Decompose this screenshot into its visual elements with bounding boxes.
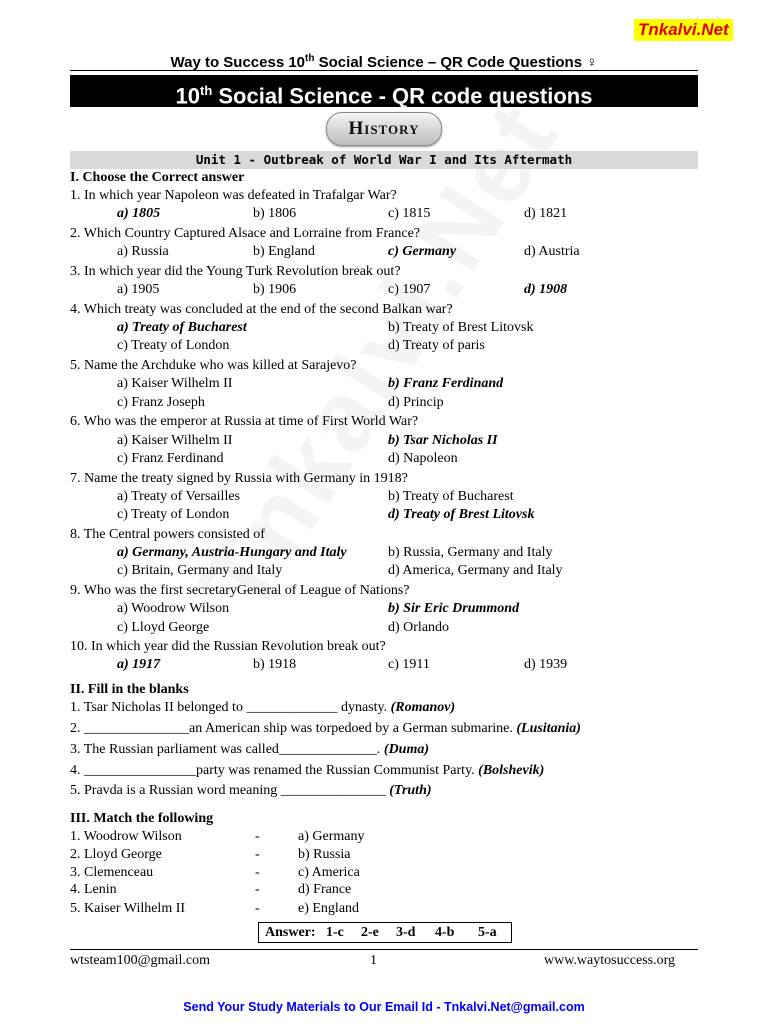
option: c) Britain, Germany and Italy xyxy=(117,563,283,578)
title-post: Social Science - QR code questions xyxy=(212,83,593,109)
option: a) Kaiser Wilhelm II xyxy=(117,433,233,448)
match-left-item: 4. Lenin xyxy=(70,882,117,897)
option-correct: a) 1917 xyxy=(117,657,161,672)
option: d) Princip xyxy=(388,395,444,410)
option: b) Treaty of Bucharest xyxy=(388,489,514,504)
option: d) Austria xyxy=(524,244,580,259)
title-sup: th xyxy=(199,83,213,98)
answer-pair: 3-d xyxy=(396,925,416,940)
option: c) Treaty of London xyxy=(117,507,230,522)
brand-logo: Tnkalvi.Net xyxy=(634,19,733,41)
header-text-post: Social Science – QR Code Questions ♀ xyxy=(314,54,598,71)
option: b) 1906 xyxy=(253,282,297,297)
option: c) 1907 xyxy=(388,282,431,297)
option-correct: b) Tsar Nicholas II xyxy=(388,433,498,448)
answer-pair: 1-c xyxy=(326,925,344,940)
option: b) England xyxy=(253,244,315,259)
unit-title: Unit 1 - Outbreak of World War I and Its Aftermath xyxy=(70,151,698,169)
match-heading: III. Match the following xyxy=(70,811,214,826)
match-dash: - xyxy=(255,901,260,916)
bottom-note: Send Your Study Materials to Our Email Id - Tnkalvi.Net@gmail.com xyxy=(183,1000,585,1014)
fill-answer: (Duma) xyxy=(383,742,430,757)
option: b) 1806 xyxy=(253,206,297,221)
match-right-item: b) Russia xyxy=(298,847,351,862)
fill-text: 1. Tsar Nicholas II belonged to _____________ dynasty. xyxy=(70,700,391,715)
section-badge: History xyxy=(326,112,442,146)
option-correct: a) Treaty of Bucharest xyxy=(117,320,247,335)
option: a) 1905 xyxy=(117,282,160,297)
match-dash: - xyxy=(255,847,260,862)
page-number: 1 xyxy=(370,953,377,968)
fill-text: 3. The Russian parliament was called______________. xyxy=(70,742,384,757)
match-left-item: 5. Kaiser Wilhelm II xyxy=(70,901,186,916)
footer-rule xyxy=(70,949,698,950)
option-correct: b) Sir Eric Drummond xyxy=(388,601,520,616)
fill-item xyxy=(70,782,432,800)
title-pre: 10 xyxy=(175,83,200,109)
match-left-item: 1. Woodrow Wilson xyxy=(70,829,182,844)
option-correct: b) Franz Ferdinand xyxy=(388,376,504,391)
option: d) Napoleon xyxy=(388,451,458,466)
match-dash: - xyxy=(255,882,260,897)
match-left-item: 2. Lloyd George xyxy=(70,847,162,862)
option: c) Franz Joseph xyxy=(117,395,205,410)
option: d) Orlando xyxy=(388,620,450,635)
mcq-heading: I. Choose the Correct answer xyxy=(70,170,245,185)
option: a) Treaty of Versailles xyxy=(117,489,240,504)
option: c) Franz Ferdinand xyxy=(117,451,224,466)
match-dash: - xyxy=(255,865,260,880)
question: 4. Which treaty was concluded at the end of the second Balkan war? xyxy=(70,302,453,317)
option: c) 1911 xyxy=(388,657,430,672)
option-correct: a) Germany, Austria-Hungary and Italy xyxy=(117,545,347,560)
option: c) 1815 xyxy=(388,206,431,221)
header-rule xyxy=(70,70,698,71)
match-left-item: 3. Clemenceau xyxy=(70,865,154,880)
fill-item xyxy=(70,720,581,738)
option: d) 1821 xyxy=(524,206,568,221)
option: a) Woodrow Wilson xyxy=(117,601,230,616)
title-bar xyxy=(70,75,698,107)
fill-text: 2. _______________an American ship was torpedoed by a German submarine. xyxy=(70,721,517,736)
option: b) 1918 xyxy=(253,657,297,672)
option: d) 1939 xyxy=(524,657,568,672)
option: d) Treaty of paris xyxy=(388,338,485,353)
option: a) Russia xyxy=(117,244,169,259)
question: 1. In which year Napoleon was defeated in Trafalgar War? xyxy=(70,188,397,203)
match-right-item: d) France xyxy=(298,882,352,897)
match-right-item: a) Germany xyxy=(298,829,365,844)
option: c) Lloyd George xyxy=(117,620,210,635)
match-right-item: c) America xyxy=(298,865,360,880)
question: 3. In which year did the Young Turk Revolution break out? xyxy=(70,264,401,279)
option-correct: d) Treaty of Brest Litovsk xyxy=(388,507,535,522)
fill-text: 4. ________________party was renamed the Russian Communist Party. xyxy=(70,763,479,778)
fill-item xyxy=(70,762,544,780)
answer-pair: 2-e xyxy=(361,925,379,940)
header-text-sup: th xyxy=(305,53,315,64)
question: 6. Who was the emperor at Russia at time of First World War? xyxy=(70,414,419,429)
footer-website: www.waytosuccess.org xyxy=(544,953,676,968)
option: d) America, Germany and Italy xyxy=(388,563,563,578)
answer-pair: 5-a xyxy=(478,925,497,940)
answer-label: Answer: xyxy=(265,925,316,940)
option-correct: d) 1908 xyxy=(524,282,568,297)
answer-pair: 4-b xyxy=(435,925,455,940)
match-right-item: e) England xyxy=(298,901,360,916)
footer-email: wtsteam100@gmail.com xyxy=(70,953,211,968)
question: 10. In which year did the Russian Revolution break out? xyxy=(70,639,386,654)
question: 2. Which Country Captured Alsace and Lorraine from France? xyxy=(70,226,421,241)
header-text-pre: Way to Success 10 xyxy=(170,54,306,71)
question: 8. The Central powers consisted of xyxy=(70,527,265,542)
option: c) Treaty of London xyxy=(117,338,230,353)
match-answer-box xyxy=(258,922,512,943)
option-correct: c) Germany xyxy=(388,244,457,259)
option: a) Kaiser Wilhelm II xyxy=(117,376,233,391)
option: b) Russia, Germany and Italy xyxy=(388,545,553,560)
fill-heading: II. Fill in the blanks xyxy=(70,682,189,697)
fill-text: 5. Pravda is a Russian word meaning _______________ xyxy=(70,783,390,798)
option-correct: a) 1805 xyxy=(117,206,161,221)
fill-answer: (Romanov) xyxy=(390,700,456,715)
fill-answer: (Lusitania) xyxy=(516,721,581,736)
fill-item xyxy=(70,741,429,759)
question: 9. Who was the first secretaryGeneral of League of Nations? xyxy=(70,583,410,598)
question: 7. Name the treaty signed by Russia with Germany in 1918? xyxy=(70,471,408,486)
option: b) Treaty of Brest Litovsk xyxy=(388,320,534,335)
fill-answer: (Truth) xyxy=(389,783,432,798)
question: 5. Name the Archduke who was killed at Sarajevo? xyxy=(70,358,357,373)
fill-item xyxy=(70,699,455,717)
match-dash: - xyxy=(255,829,260,844)
fill-answer: (Bolshevik) xyxy=(478,763,545,778)
